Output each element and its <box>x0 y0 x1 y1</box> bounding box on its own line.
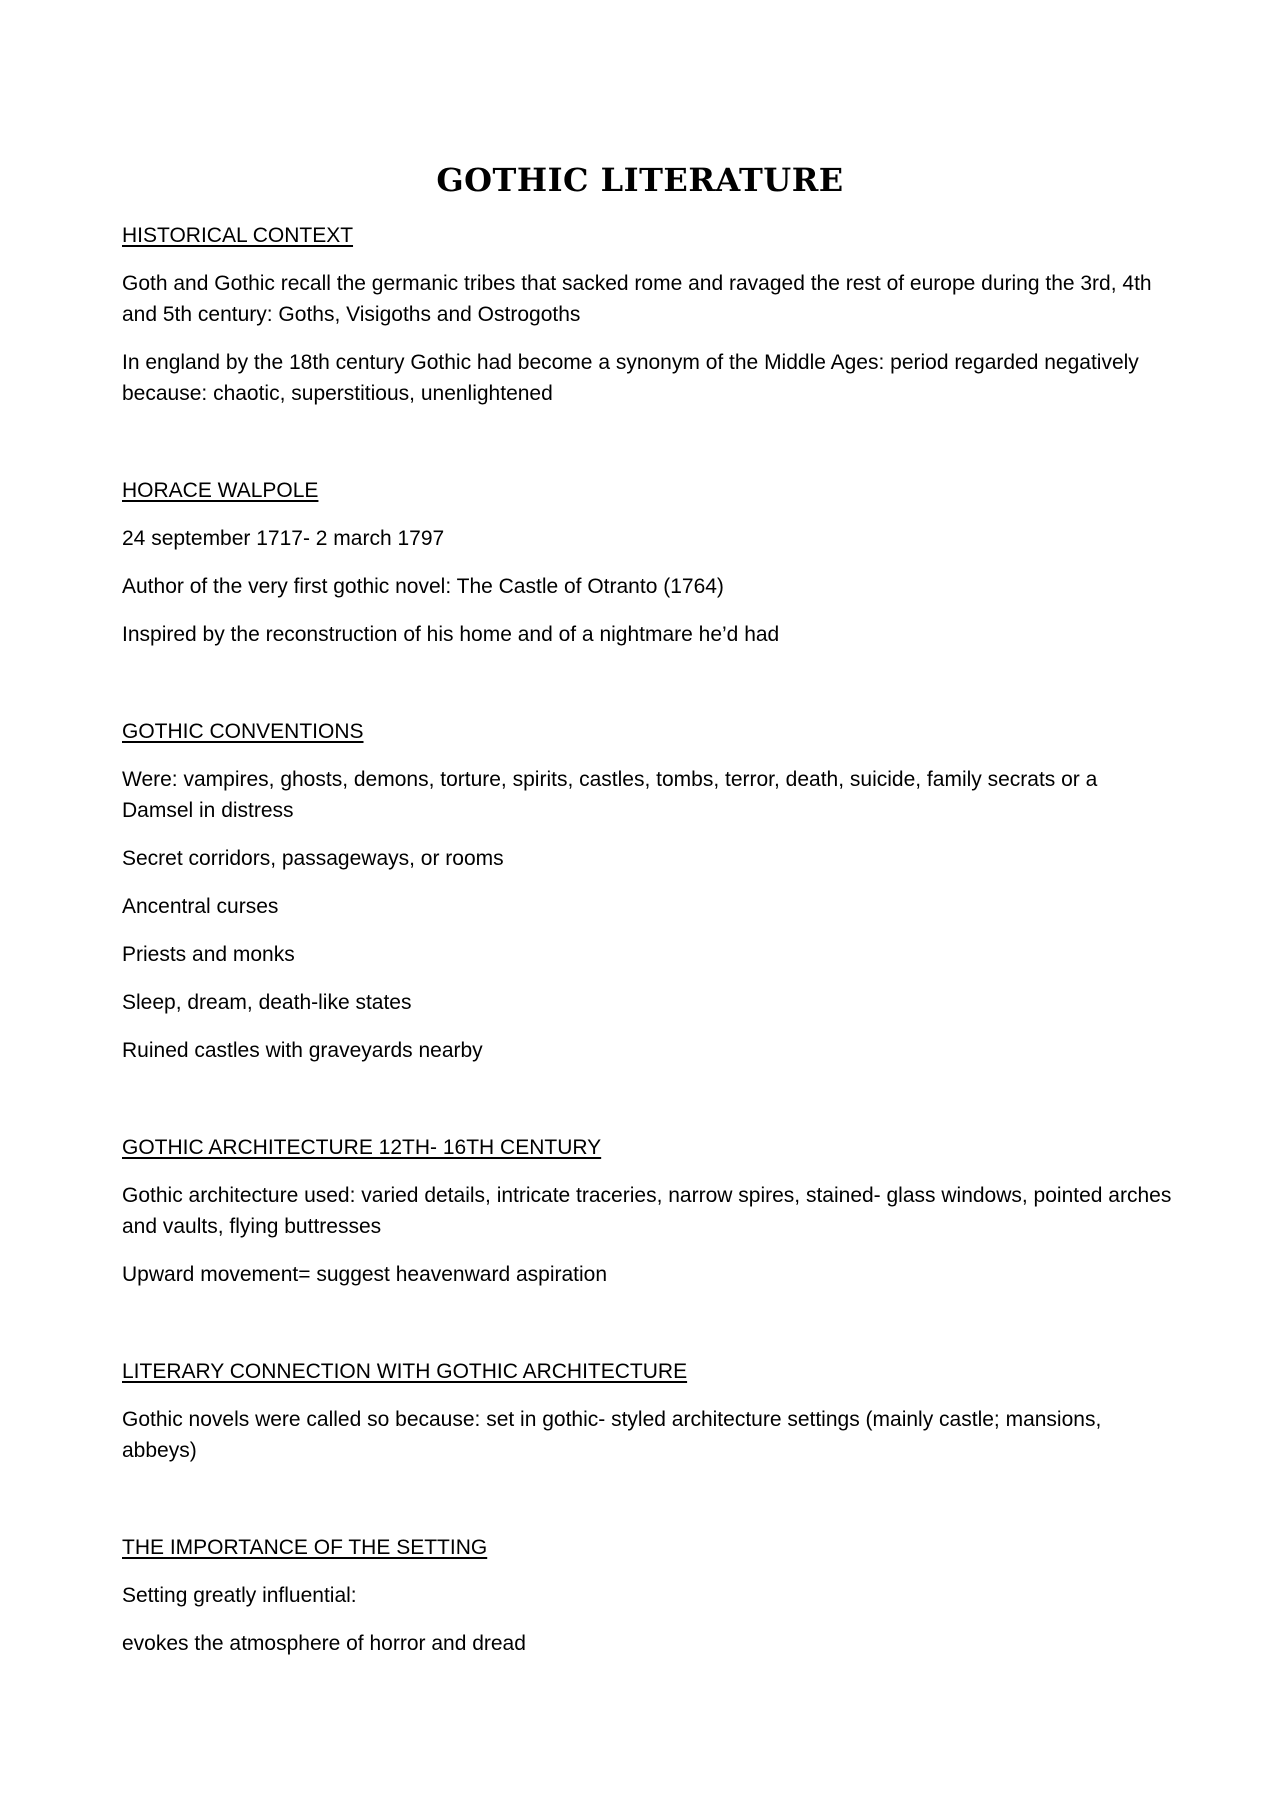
paragraph: Sleep, dream, death-like states <box>122 991 412 1014</box>
paragraph: Inspired by the reconstruction of his home and of a nightmare he’d had <box>122 623 780 646</box>
section-heading: GOTHIC ARCHITECTURE 12TH- 16TH CENTURY <box>122 1136 602 1159</box>
paragraph: Ancentral curses <box>122 895 279 918</box>
section-spacer <box>122 1083 1172 1132</box>
section-spacer <box>122 426 1172 475</box>
paragraph: Author of the very first gothic novel: The Castle of Otranto (1764) <box>122 575 724 598</box>
paragraph: Gothic novels were called so because: set in gothic- styled architecture settings (mainly castle; mansions, abbeys) <box>122 1408 1102 1462</box>
section-spacer <box>122 667 1172 716</box>
section-spacer <box>122 1307 1172 1356</box>
section-heading: HISTORICAL CONTEXT <box>122 224 354 247</box>
section-heading: HORACE WALPOLE <box>122 479 319 502</box>
section-horace-walpole <box>122 475 1172 650</box>
paragraph: Secret corridors, passageways, or rooms <box>122 847 504 870</box>
section-spacer <box>122 1483 1172 1532</box>
paragraph: Ruined castles with graveyards nearby <box>122 1039 483 1062</box>
section-gothic-conventions <box>122 716 1172 1066</box>
paragraph: Priests and monks <box>122 943 295 966</box>
paragraph: evokes the atmosphere of horror and dread <box>122 1632 526 1655</box>
document-title: GOTHIC LITERATURE <box>436 161 844 199</box>
section-heading: LITERARY CONNECTION WITH GOTHIC ARCHITECTURE <box>122 1360 688 1383</box>
paragraph: Gothic architecture used: varied details, intricate traceries, narrow spires, stained- glass windows, pointed arches and vaults, flying buttresses <box>122 1184 1172 1238</box>
section-gothic-architecture <box>122 1132 1172 1290</box>
section-historical-context <box>122 220 1172 409</box>
paragraph: 24 september 1717- 2 march 1797 <box>122 527 445 550</box>
paragraph: Setting greatly influential: <box>122 1584 357 1607</box>
section-literary-connection <box>122 1356 1172 1466</box>
paragraph: Upward movement= suggest heavenward aspiration <box>122 1263 608 1286</box>
section-heading: GOTHIC CONVENTIONS <box>122 720 364 743</box>
paragraph: Goth and Gothic recall the germanic tribes that sacked rome and ravaged the rest of europe during the 3rd, 4th and 5th century: Goths, Visigoths and Ostrogoths <box>122 272 1152 326</box>
section-heading: THE IMPORTANCE OF THE SETTING <box>122 1536 488 1559</box>
paragraph: Were: vampires, ghosts, demons, torture, spirits, castles, tombs, terror, death, suicide, family secrats or a Damsel in distress <box>122 768 1098 822</box>
document-body <box>122 220 1172 1676</box>
paragraph: In england by the 18th century Gothic had become a synonym of the Middle Ages: period regarded negatively because: chaotic, superstitious, unenlightened <box>122 351 1139 405</box>
section-importance-of-setting <box>122 1532 1172 1659</box>
